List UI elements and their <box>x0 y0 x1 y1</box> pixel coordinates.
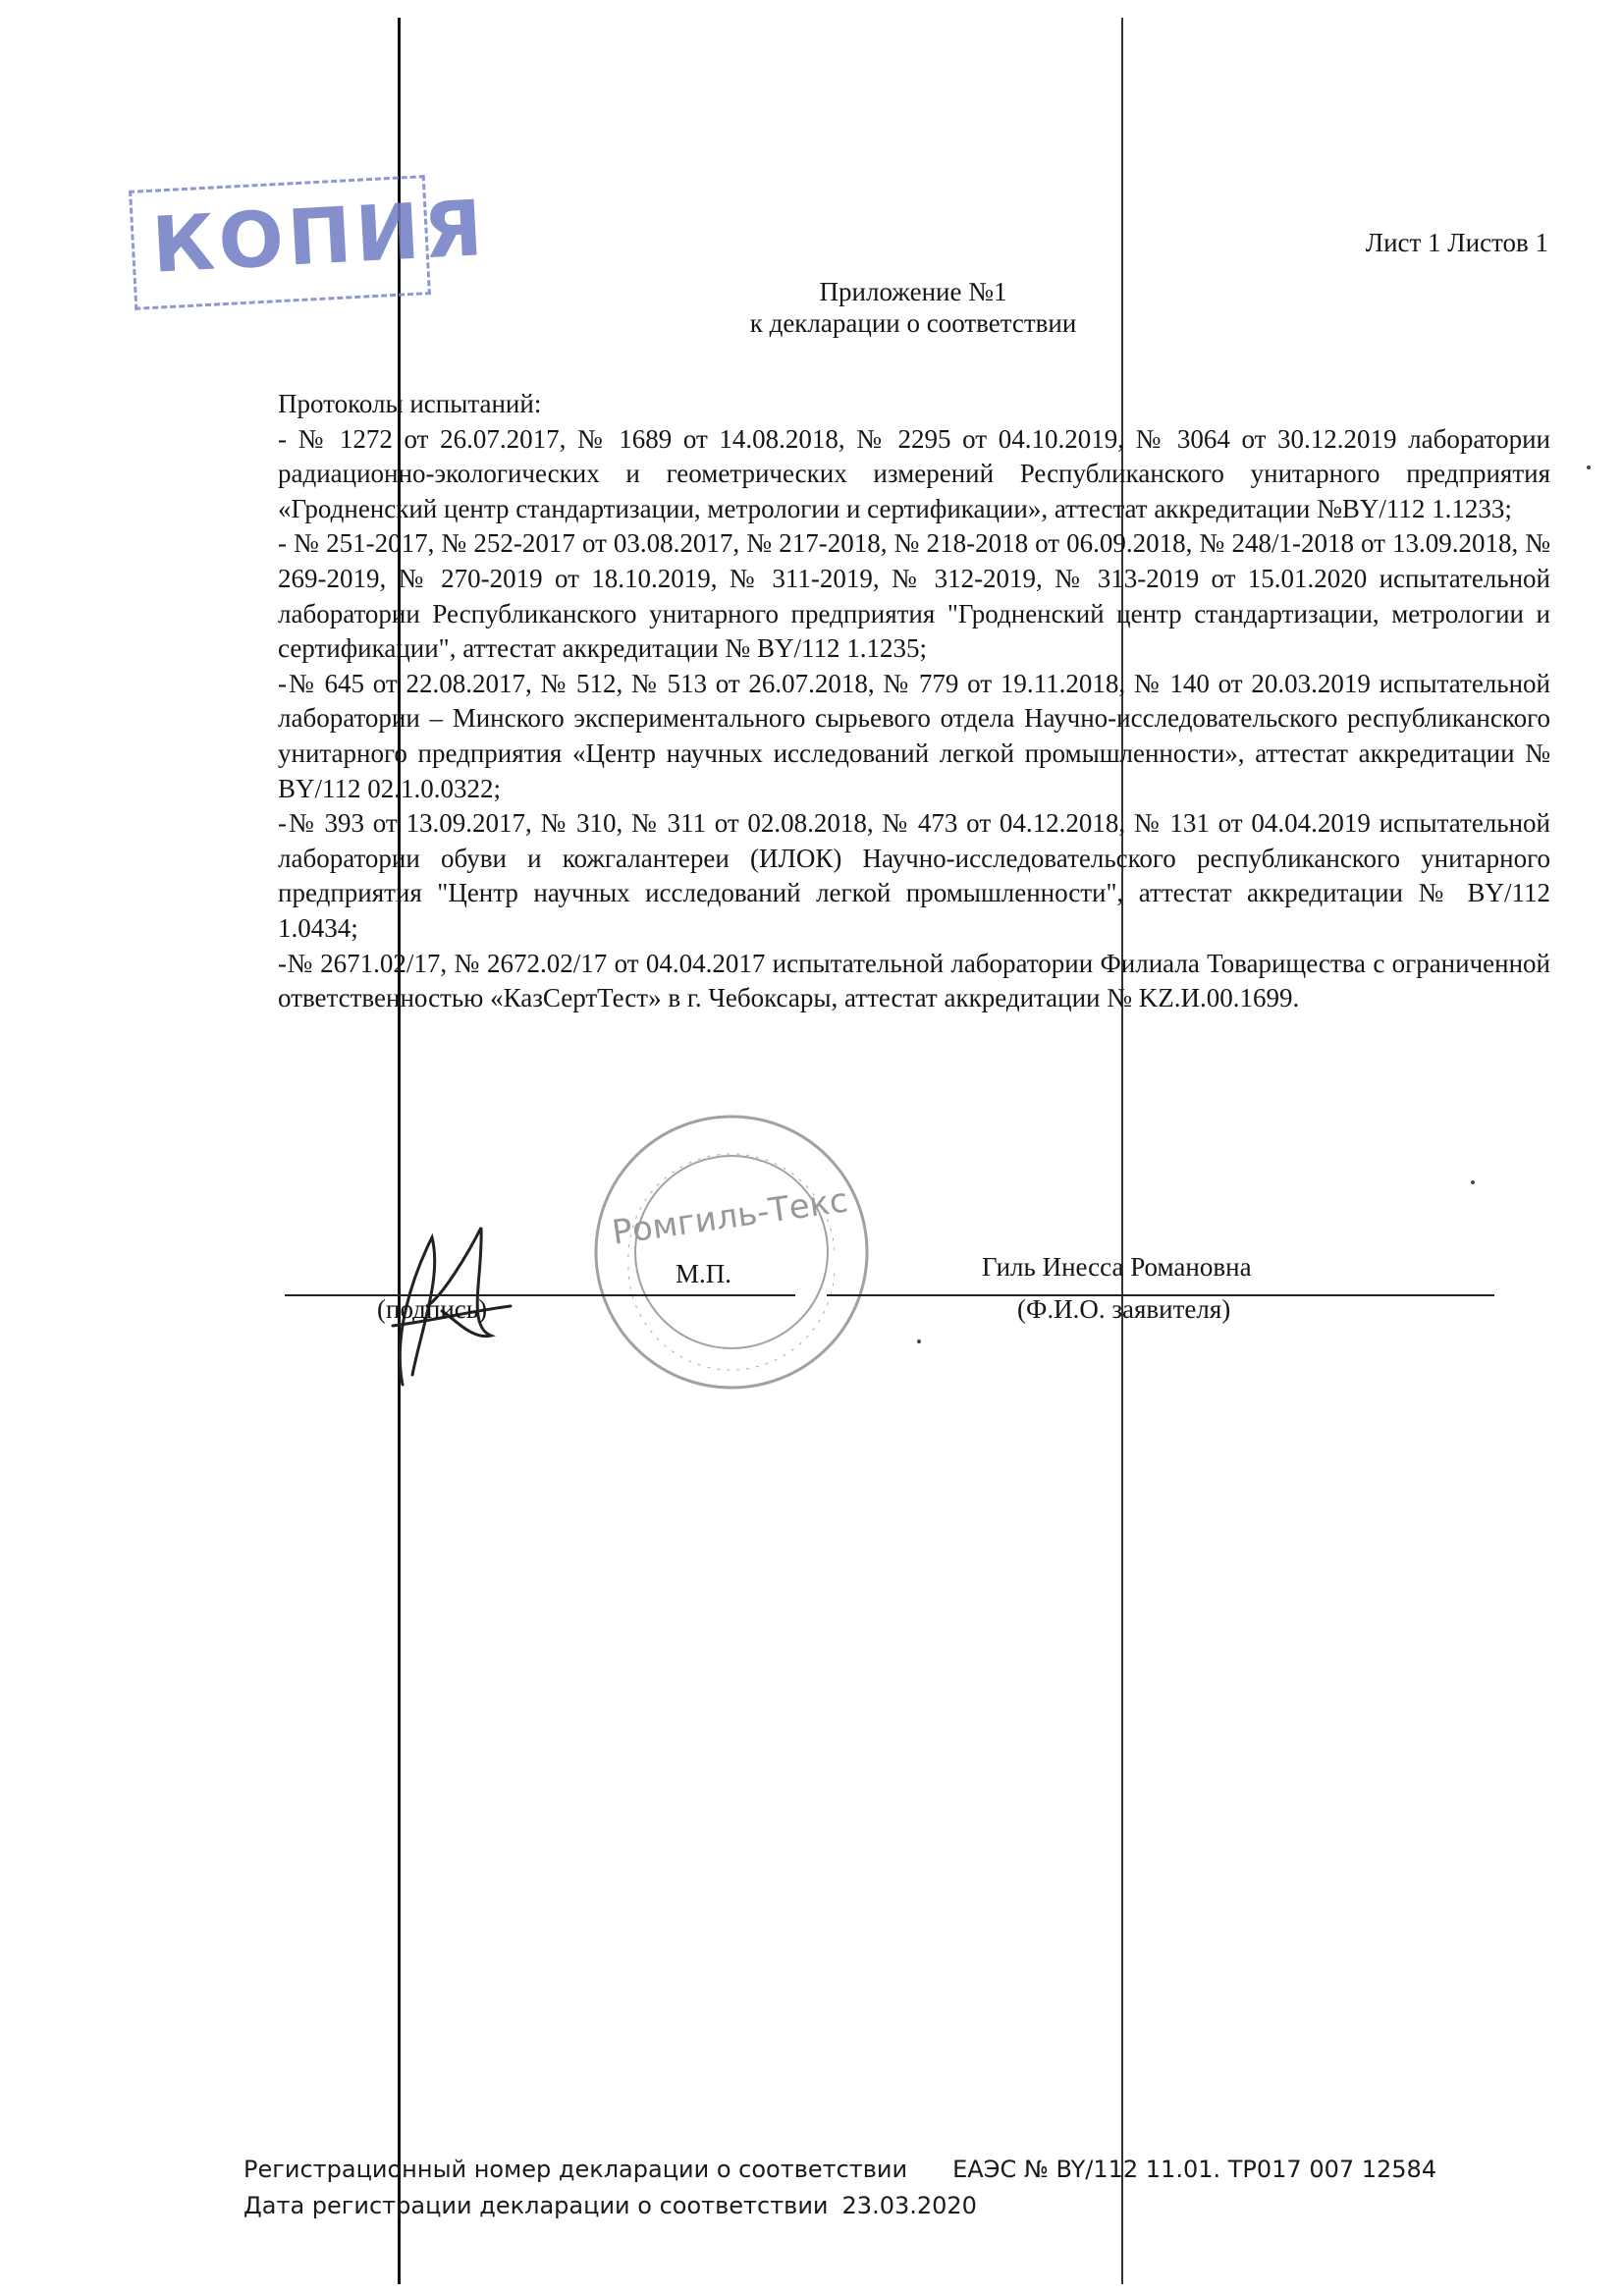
company-seal <box>589 1110 874 1394</box>
applicant-name: Гиль Инесса Романовна <box>982 1252 1252 1282</box>
appendix-subtitle: к декларации о соответствии <box>749 308 1077 338</box>
protocol-item: - № 251-2017, № 252-2017 от 03.08.2017, № 217-2018, № 218-2018 от 06.09.2018, № 248/1-2018 от 13.09.2018, № 269-2019, № 270-2019 от 18.10.2019, № 311-2019, № 312-2019, № 313-2019 от 15.01.2020 испытательной лаборатории Республиканского унитарного предприятия "Гродненский центр стандартизации, метрологии и сертификации", аттестат аккредитации № BY/112 1.1235; <box>278 528 1550 664</box>
scan-speck <box>917 1339 921 1343</box>
mp-label: М.П. <box>676 1259 732 1288</box>
registration-date-value: 23.03.2020 <box>841 2192 977 2219</box>
registration-number-label: Регистрационный номер декларации о соответствии <box>243 2156 908 2183</box>
protocols-intro: Протоколы испытаний: <box>278 389 542 418</box>
protocol-item: - № 1272 от 26.07.2017, № 1689 от 14.08.2018, № 2295 от 04.10.2019, № 3064 от 30.12.2019 лаборатории радиационно-экологических и геометрических измерений Республиканского унитарного предприятия «Гродненский центр стандартизации, метрологии и сертификации», аттестат аккредитации №BY/112 1.1233; <box>278 423 1550 523</box>
scan-speck <box>1471 1180 1475 1184</box>
scan-artifact-line <box>398 18 401 2284</box>
sheet-number: Лист 1 Листов 1 <box>1365 228 1548 257</box>
registration-number-line <box>243 2156 1436 2183</box>
signature-line <box>285 1294 795 1296</box>
scan-speck <box>1587 465 1591 469</box>
protocol-item: -№ 2671.02/17, № 2672.02/17 от 04.04.2017 испытательной лаборатории Филиала Товарищества с ограниченной ответственностью «КазСертТест» в г. Чебоксары, аттестат аккредитации № KZ.И.00.1699. <box>278 948 1550 1013</box>
registration-date-line <box>243 2192 977 2219</box>
appendix-title: Приложение №1 <box>819 277 1007 306</box>
protocol-item: -№ 393 от 13.09.2017, № 310, № 311 от 02.08.2018, № 473 от 04.12.2018, № 131 от 04.04.2019 испытательной лаборатории обуви и кожгалантереи (ИЛОК) Научно-исследовательского республиканского унитарного предприятия "Центр научных исследований легкой промышленности", аттестат аккредитации № BY/112 1.0434; <box>278 808 1550 943</box>
name-caption: (Ф.И.О. заявителя) <box>1017 1294 1231 1324</box>
signature-caption: (подпись) <box>377 1294 488 1324</box>
registration-number-value: ЕАЭС № BY/112 11.01. ТР017 007 12584 <box>952 2156 1437 2183</box>
registration-date-label: Дата регистрации декларации о соответствии <box>243 2192 829 2219</box>
scan-artifact-line <box>1121 18 1123 2284</box>
copy-stamp-text: КОПИЯ <box>149 185 489 291</box>
protocols-text <box>278 387 1550 1016</box>
seal-center-text: Ромгиль-Текс <box>609 1180 851 1253</box>
protocol-item: -№ 645 от 22.08.2017, № 512, № 513 от 26.07.2018, № 779 от 19.11.2018, № 140 от 20.03.2019 испытательной лаборатории – Минского экспериментального сырьевого отдела Научно-исследовательского республиканского унитарного предприятия «Центр научных исследований легкой промышленности», аттестат аккредитации № BY/112 02.1.0.0322; <box>278 668 1550 803</box>
